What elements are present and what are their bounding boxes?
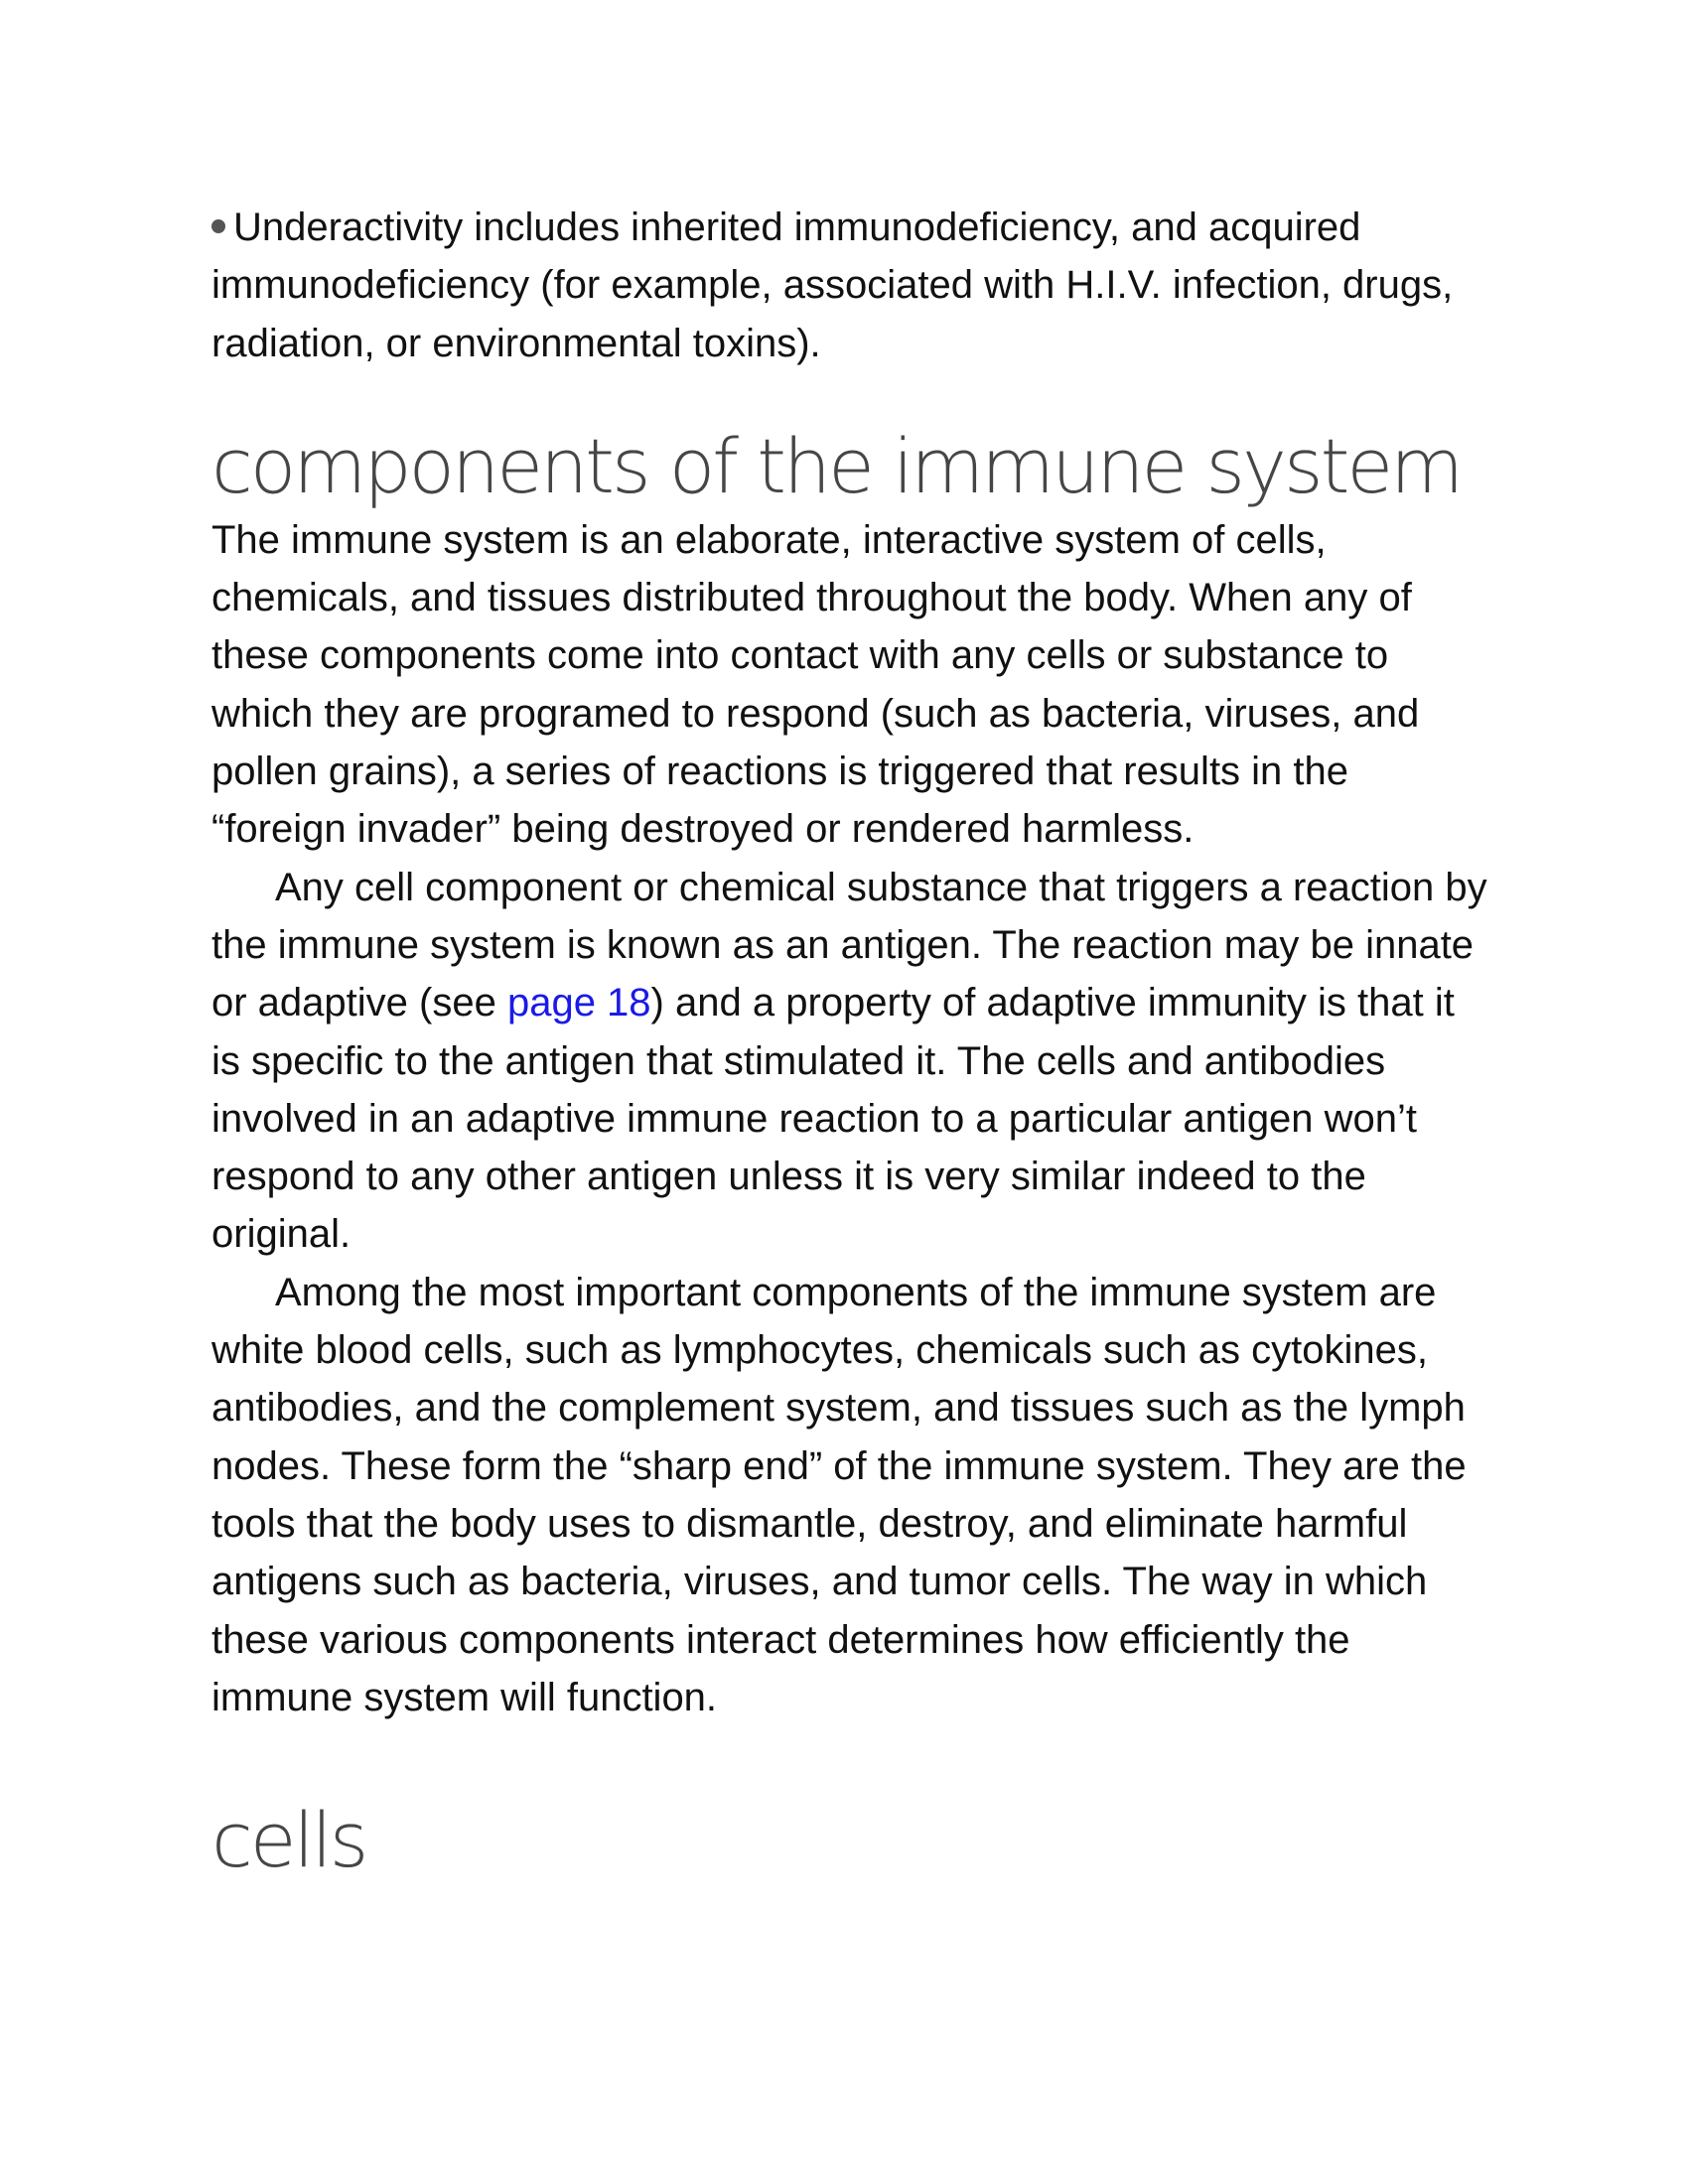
page-content <box>211 199 1492 1885</box>
section-heading-cells: cells <box>211 1796 366 1885</box>
page-18-link[interactable]: page 18 <box>506 981 651 1025</box>
paragraph-antigen: Any cell component or chemical substance that triggers a reaction by the immune system is known as an antigen. The reaction may be innate or adaptive (see page 18) and a property of adaptive immunity is that it is specific to the antigen that stimulated it. The cells and antibodies involved in an adaptive immune reaction to a particular antigen won’t respond to any other antigen unless it is very similar indeed to the original. <box>211 865 1487 1257</box>
bullet-paragraph <box>211 199 1492 372</box>
paragraph-immune-system: The immune system is an elaborate, interactive system of cells, chemicals, and tissues distributed throughout the body. When any of these components come into contact with any cells or substance to which they are programed to respond (such as bacteria, viruses, and pollen grains), a series of reactions is triggered that results in the “foreign invader” being destroyed or rendered harmless. <box>211 517 1420 852</box>
paragraph-components: Among the most important components of the immune system are white blood cells, such as lymphocytes, chemicals such as cytokines, antibodies, and the complement system, and tissues such as the lymph nodes. These form the “sharp end” of the immune system. They are the tools that the body uses to dismantle, destroy, and eliminate harmful antigens such as bacteria, viruses, and tumor cells. The way in which these various components interact determines how efficiently the immune system will function. <box>211 1270 1467 1719</box>
section-heading-components: components of the immune system <box>211 421 1462 510</box>
bullet-text: Underactivity includes inherited immunodeficiency, and acquired immunodeficiency (for example, associated with H.I.V. infection, drugs, radiation, or environmental toxins). <box>211 205 1454 365</box>
bullet-icon <box>211 219 225 233</box>
